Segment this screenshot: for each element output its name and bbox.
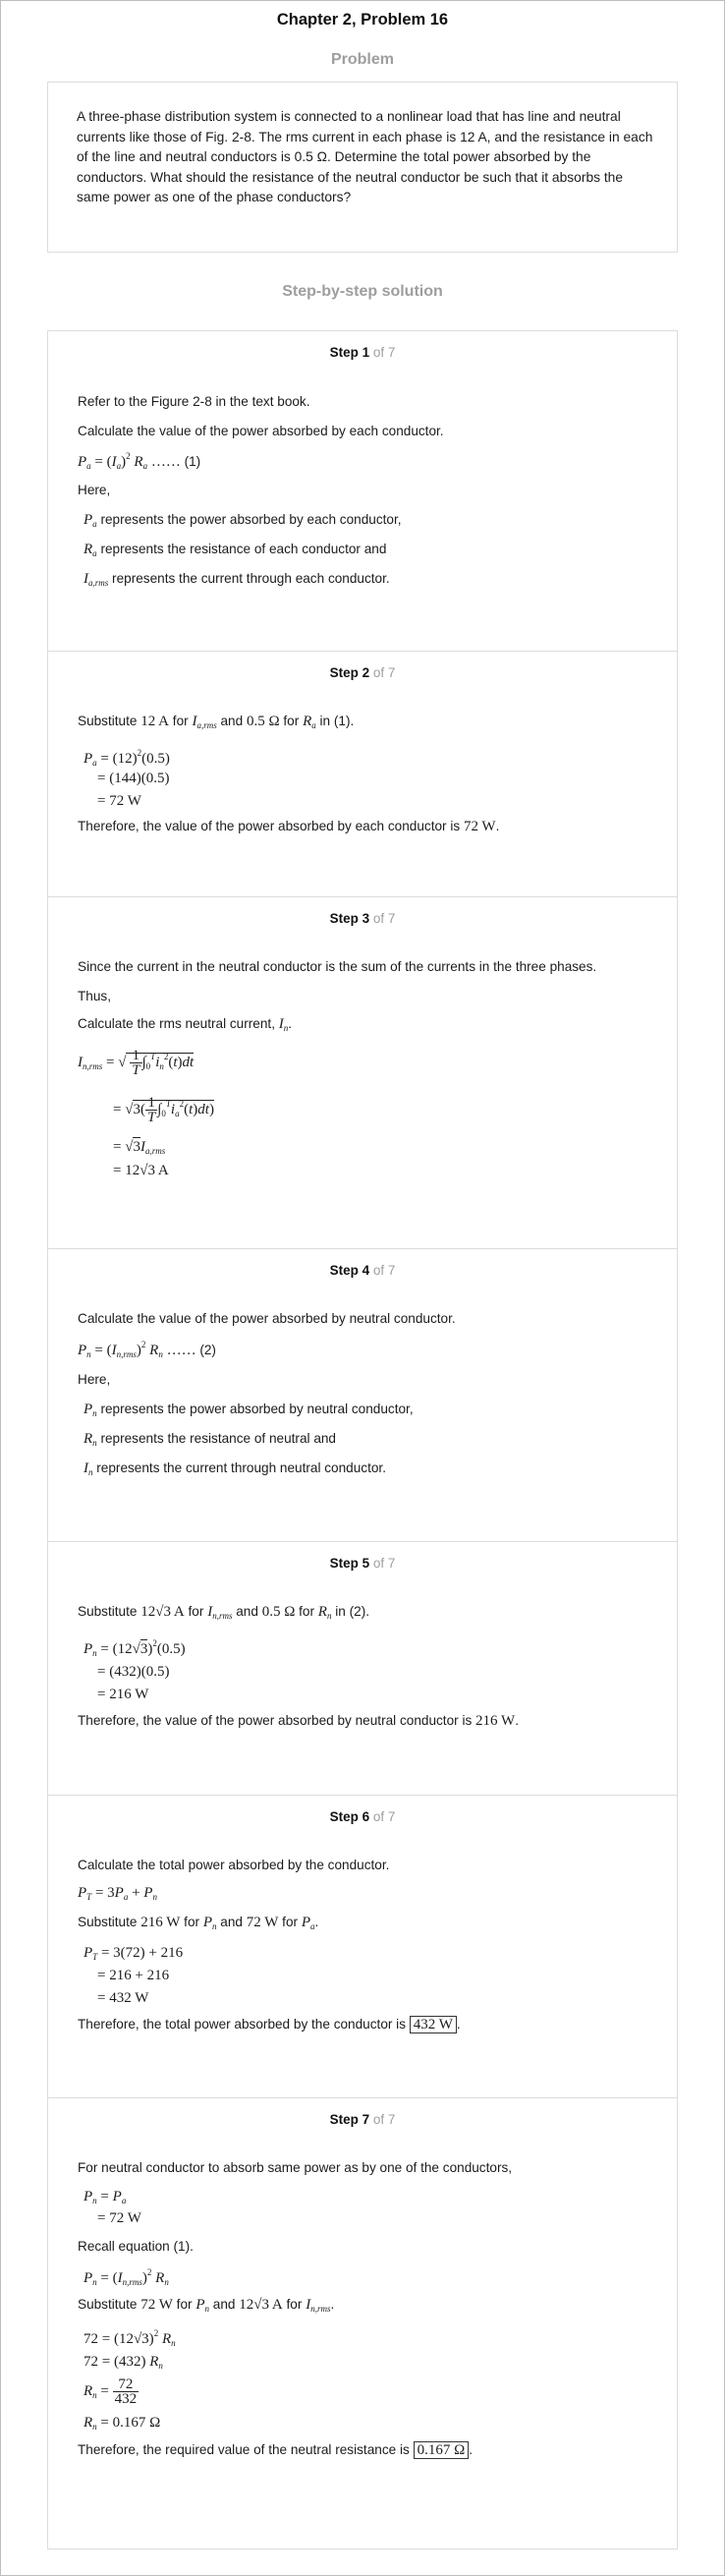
- step-3-eq-3: = $√3I_{a,rms}$: [113, 1139, 166, 1156]
- step-7-eq-5: 72 = (432) $R_n$: [84, 2354, 163, 2371]
- step-7-eq-6: $R_n$ = $\frac{72}{432}$: [84, 2376, 138, 2407]
- step-2: [47, 651, 678, 897]
- step-2-eq-1: $P_a = (12)^2(0.5)$: [84, 748, 170, 768]
- step-4-def-3: $I_n$ represents the current through neutral conductor.: [84, 1460, 386, 1477]
- step-2-eq-3: = 72 W: [97, 793, 141, 809]
- step-5-conclusion: Therefore, the value of the power absorbed by neutral conductor is 216 W.: [78, 1713, 519, 1729]
- step-7-eq-7: $R_n = 0.167$ Ω: [84, 2415, 161, 2432]
- step-7-conclusion: Therefore, the required value of the neutral resistance is 0.167 Ω .: [78, 2442, 473, 2458]
- step-7-substitute: Substitute 72 W for $P_n$ and 12√3 A for $I_{n,rms}$.: [78, 2297, 335, 2314]
- step-4-header: Step 4 of 7: [329, 1263, 396, 1278]
- step-4-here: Here,: [78, 1372, 111, 1387]
- step-7-eq-4: $72 = (12√3)^2$ $R_n$: [84, 2328, 176, 2348]
- step-6-eq-3: = 432 W: [97, 1990, 149, 2006]
- step-2-substitute: Substitute 12 A for $I_{a,rms}$ and 0.5 Ω for $R_a$ in (1).: [78, 714, 355, 730]
- step-2-conclusion: Therefore, the value of the power absorbed by each conductor is 72 W.: [78, 819, 500, 834]
- step-7-eq-3: $P_n = (I_{n,rms})^2$ $R_n$: [84, 2267, 169, 2287]
- step-3-line-1: Since the current in the neutral conductor is the sum of the currents in the three phases.: [78, 959, 597, 974]
- step-4-equation: $P_n = (I_{n,rms})^2$ $R_n$ …… (2): [78, 1340, 216, 1359]
- step-7-answer: 0.167 Ω: [414, 2441, 470, 2459]
- problem-heading: Problem: [330, 51, 394, 68]
- step-4-line-1: Calculate the value of the power absorbed by neutral conductor.: [78, 1311, 456, 1326]
- step-4-def-1: $P_n$ represents the power absorbed by neutral conductor,: [84, 1402, 414, 1418]
- step-4-def-2: $R_n$ represents the resistance of neutral and: [84, 1431, 336, 1448]
- step-1-here: Here,: [78, 483, 111, 497]
- step-5-eq-1: $P_n = (12√3)^2(0.5)$: [84, 1638, 186, 1658]
- step-3-eq-1: $I_{n,rms}$ = √ $\frac{1}{T}$ $\int_0^Ti_n^2(t)dt$: [78, 1048, 195, 1078]
- step-6-line-1: Calculate the total power absorbed by the conductor.: [78, 1858, 390, 1872]
- step-7-line-1: For neutral conductor to absorb same power as by one of the conductors,: [78, 2160, 513, 2175]
- step-3-eq-2: = √3( $\frac{1}{T}$ $\int_0^Ti_a^2(t)dt$): [113, 1095, 214, 1125]
- step-6: [47, 1795, 678, 2098]
- step-1: [47, 330, 678, 652]
- step-3-header: Step 3 of 7: [329, 911, 396, 926]
- step-2-header: Step 2 of 7: [329, 665, 396, 680]
- step-7: [47, 2097, 678, 2549]
- step-2-eq-2: = (144)(0.5): [97, 771, 170, 786]
- step-5: [47, 1541, 678, 1796]
- step-3-eq-4: = 12√3 A: [113, 1163, 169, 1178]
- step-4: [47, 1248, 678, 1542]
- step-3-line-2: Thus,: [78, 989, 111, 1003]
- step-1-line-1: Refer to the Figure 2-8 in the text book.: [78, 394, 310, 409]
- step-6-eq-2: = 216 + 216: [97, 1968, 170, 1983]
- step-6-substitute: Substitute 216 W for $P_n$ and 72 W for $P_a$.: [78, 1915, 319, 1931]
- chapter-title: Chapter 2, Problem 16: [276, 11, 449, 29]
- step-7-header: Step 7 of 7: [329, 2112, 396, 2127]
- step-6-eq-1: $P_T = 3(72) + 216$: [84, 1945, 184, 1962]
- problem-text: A three-phase distribution system is connected to a nonlinear load that has line and neutral currents like those of Fig. 2-8. The rms current in each phase is 12 A, and the resistance in each of the line and neutral conductors is 0.5 Ω. Determine the total power absorbed by the conductors. What should the resistance of the neutral conductor be such that it absorbs the same power as one of the phase conductors?: [77, 109, 653, 204]
- step-7-recall: Recall equation (1).: [78, 2239, 194, 2254]
- step-5-substitute: Substitute 12√3 A for $I_{n,rms}$ and 0.5 Ω for $R_n$ in (2).: [78, 1604, 369, 1621]
- step-7-eq-2: = 72 W: [97, 2210, 141, 2226]
- step-3: [47, 896, 678, 1249]
- solution-heading: Step-by-step solution: [282, 283, 443, 300]
- step-5-eq-2: = (432)(0.5): [97, 1664, 170, 1680]
- step-6-eq-total: $P_T = 3P_a + P_n$: [78, 1885, 157, 1902]
- step-6-answer: 432 W: [410, 2016, 457, 2033]
- step-1-header: Step 1 of 7: [329, 345, 396, 360]
- step-7-eq-1: $P_n = P_a$: [84, 2189, 127, 2205]
- step-1-def-1: $P_a$ represents the power absorbed by each conductor,: [84, 512, 402, 529]
- step-5-eq-3: = 216 W: [97, 1687, 149, 1702]
- step-5-header: Step 5 of 7: [329, 1556, 396, 1571]
- problem-box: [47, 82, 678, 253]
- step-1-line-2: Calculate the value of the power absorbed by each conductor.: [78, 424, 444, 438]
- step-1-def-3: $I_{a,rms}$ represents the current through each conductor.: [84, 571, 390, 588]
- step-3-line-3: Calculate the rms neutral current, $I_n$.: [78, 1016, 293, 1033]
- step-6-header: Step 6 of 7: [329, 1809, 396, 1824]
- step-1-def-2: $R_a$ represents the resistance of each conductor and: [84, 542, 387, 558]
- step-1-equation: $P_a = (I_a)^2$ $R_a$ …… (1): [78, 451, 201, 471]
- step-6-conclusion: Therefore, the total power absorbed by the conductor is 432 W .: [78, 2017, 461, 2032]
